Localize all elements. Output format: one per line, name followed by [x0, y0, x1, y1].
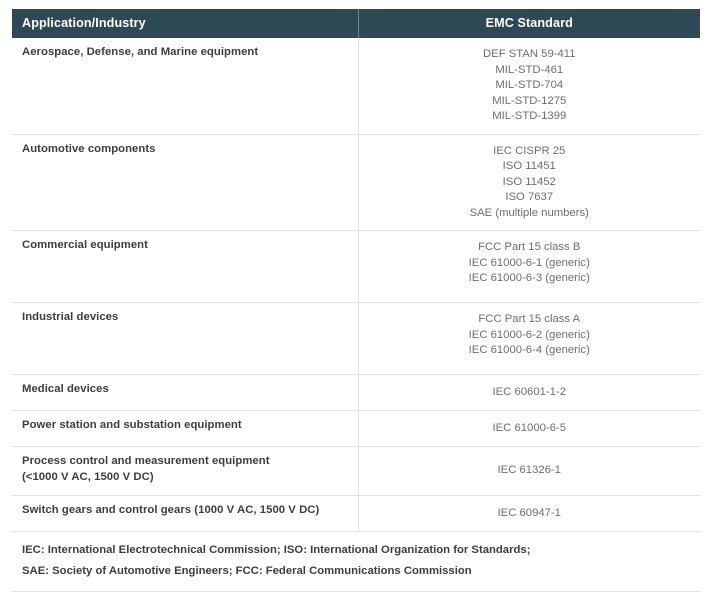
cell-application: Automotive components	[12, 134, 358, 231]
cell-application: Aerospace, Defense, and Marine equipment	[12, 38, 358, 134]
column-header-standard: EMC Standard	[358, 9, 700, 38]
standard-item: MIL-STD-1399	[492, 110, 567, 122]
cell-application: Commercial equipment	[12, 231, 358, 303]
table-row	[12, 496, 700, 532]
table-row	[12, 303, 700, 375]
table-header	[12, 9, 700, 38]
cell-standard	[358, 38, 700, 134]
standard-item: IEC 61326-1	[497, 464, 561, 477]
standard-item: IEC CISPR 25	[493, 144, 566, 157]
standard-item: IEC 61000-6-5	[492, 421, 566, 434]
cell-application: Switch gears and control gears (1000 V AC, 1500 V DC)	[12, 496, 358, 532]
standard-item: IEC 61000-6-3 (generic)	[468, 272, 590, 284]
standard-item: FCC Part 15 class A	[478, 313, 581, 325]
standard-item: ISO 11452	[502, 175, 556, 188]
standard-item: ISO 7637	[505, 191, 554, 203]
footnote-line-2: SAE: Society of Automotive Engineers; FCC: Federal Communications Commission	[22, 565, 472, 577]
footnote-cell	[12, 532, 700, 592]
application-line-1: Process control and measurement equipment	[22, 455, 270, 467]
table-row	[12, 38, 700, 134]
cell-standard	[358, 496, 700, 532]
standard-item: MIL-STD-704	[495, 79, 564, 91]
table-header-row	[12, 9, 700, 38]
standard-item: MIL-STD-1275	[492, 94, 567, 107]
standard-item: IEC 61000-6-1 (generic)	[468, 256, 590, 269]
table-row	[12, 231, 700, 303]
standard-item: IEC 61000-6-2 (generic)	[468, 328, 590, 341]
table-row	[12, 375, 700, 411]
standard-item: MIL-STD-461	[495, 63, 564, 76]
cell-application: Medical devices	[12, 375, 358, 411]
cell-standard	[358, 447, 700, 496]
standard-item: SAE (multiple numbers)	[469, 206, 589, 219]
table-body	[12, 38, 700, 592]
standard-item: IEC 60947-1	[497, 506, 561, 519]
cell-application: Power station and substation equipment	[12, 411, 358, 447]
column-header-application: Application/Industry	[12, 9, 358, 38]
table-footnote-row	[12, 532, 700, 592]
application-line-2: (<1000 V AC, 1500 V DC)	[22, 471, 154, 484]
standard-item: IEC 60601-1-2	[492, 385, 566, 398]
cell-standard	[358, 375, 700, 411]
standard-item: DEF STAN 59-411	[483, 48, 576, 60]
cell-application: Industrial devices	[12, 303, 358, 375]
cell-application	[12, 447, 358, 496]
emc-standards-table-container	[12, 9, 700, 592]
cell-standard	[358, 134, 700, 231]
footnote-line-1: IEC: International Electrotechnical Commission; ISO: International Organization for Standards;	[22, 544, 531, 556]
standard-item: FCC Part 15 class B	[478, 241, 581, 253]
table-row	[12, 134, 700, 231]
cell-standard	[358, 303, 700, 375]
cell-standard	[358, 411, 700, 447]
standard-item: IEC 61000-6-4 (generic)	[468, 344, 590, 356]
cell-standard	[358, 231, 700, 303]
emc-standards-table	[12, 9, 700, 592]
table-row	[12, 447, 700, 496]
standard-item: ISO 11451	[502, 160, 556, 172]
table-row	[12, 411, 700, 447]
